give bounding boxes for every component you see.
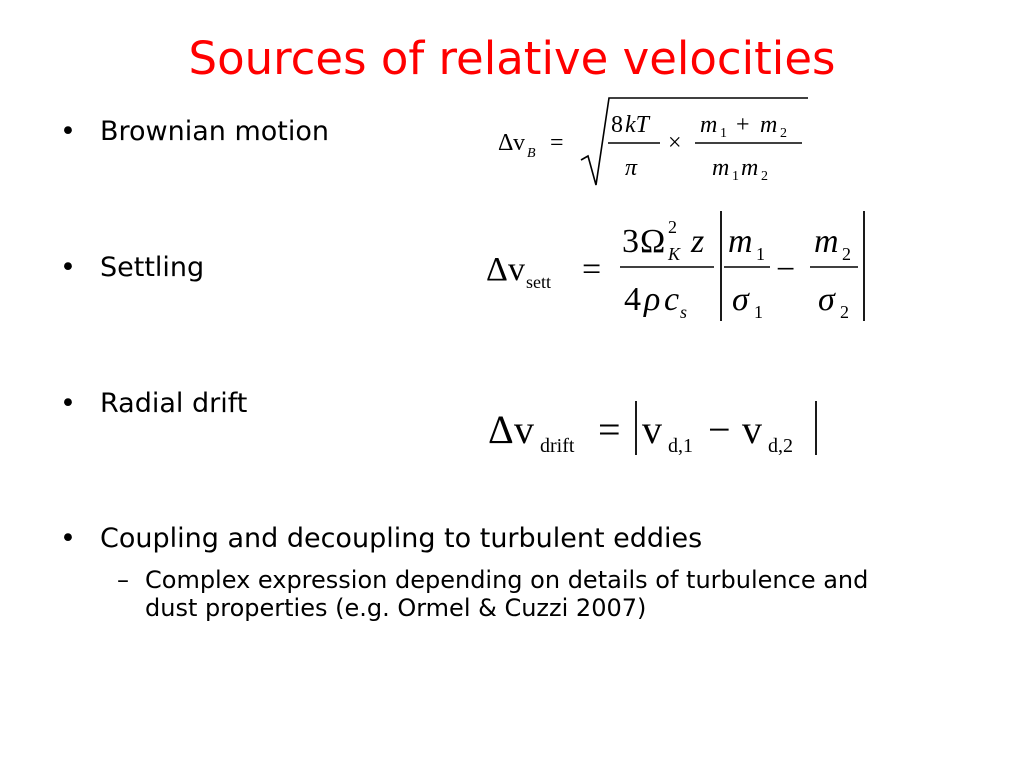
subscript-2: 2: [780, 126, 787, 141]
sub-bullet-text: [145, 566, 945, 622]
mass-symbol: m: [728, 223, 753, 260]
sub-bullet-line: Complex expression depending on details of turbulence and: [145, 566, 869, 594]
bullet-dot: •: [60, 523, 76, 554]
numeral-8: 8: [611, 112, 623, 138]
mass-symbol: m: [700, 112, 718, 138]
bullet-dot: •: [60, 388, 76, 419]
subscript-s: s: [680, 302, 688, 322]
subscript-d1: d,1: [668, 435, 693, 457]
times-sign: ×: [668, 130, 682, 156]
z-symbol: z: [691, 223, 705, 260]
subscript-1: 1: [732, 169, 739, 184]
sub-bullet-line: dust properties (e.g. Ormel & Cuzzi 2007): [145, 594, 647, 622]
kt-symbol: kT: [625, 112, 649, 138]
subscript-drift: drift: [540, 435, 575, 457]
subscript-k: K: [668, 244, 681, 264]
velocity-symbol: v: [513, 130, 525, 156]
minus-sign: −: [708, 407, 731, 452]
bullet-label: Settling: [100, 252, 205, 283]
bullet-label: Radial drift: [100, 388, 248, 419]
slide-title: Sources of relative velocities: [188, 32, 836, 85]
velocity-symbol: v: [514, 407, 534, 452]
superscript-2: 2: [668, 217, 677, 237]
sigma-symbol: σ: [732, 281, 749, 318]
subscript-2: 2: [840, 302, 849, 322]
bullet-label: Brownian motion: [100, 116, 330, 147]
mass-symbol: m: [712, 155, 730, 181]
subscript-2: 2: [842, 244, 851, 264]
c-symbol: c: [664, 281, 680, 318]
delta-symbol: Δ: [488, 407, 514, 452]
mass-symbol: m: [760, 112, 778, 138]
equals-sign: =: [598, 407, 621, 452]
subscript-1: 1: [754, 302, 763, 322]
delta-symbol: Δ: [498, 130, 514, 156]
velocity-symbol: v: [508, 251, 525, 288]
numeral-3: 3: [622, 223, 639, 260]
formula-settling: [484, 205, 884, 330]
bullet-dot: •: [60, 252, 76, 283]
mass-symbol: m: [814, 223, 839, 260]
equals-sign: =: [582, 251, 602, 288]
bullet-label: Coupling and decoupling to turbulent eddies: [100, 523, 703, 554]
formula-brownian: [480, 90, 820, 200]
subscript-b: B: [527, 146, 536, 161]
formula-drift: [486, 395, 826, 465]
pi-symbol: π: [625, 155, 638, 181]
minus-sign: −: [776, 251, 796, 288]
sigma-symbol: σ: [818, 281, 835, 318]
formula-drift-svg: [486, 395, 826, 465]
formula-settling-svg: [484, 205, 884, 330]
velocity-symbol: v: [642, 407, 662, 452]
delta-symbol: Δ: [486, 251, 508, 288]
subscript-1: 1: [756, 244, 765, 264]
subscript-d2: d,2: [768, 435, 793, 457]
velocity-symbol: v: [742, 407, 762, 452]
bullet-dot: •: [60, 116, 76, 147]
formula-brownian-svg: [480, 90, 820, 200]
omega-symbol: Ω: [640, 223, 666, 260]
equals-sign: =: [550, 130, 564, 156]
numeral-4: 4: [624, 281, 641, 318]
subscript-2: 2: [761, 169, 768, 184]
plus-sign: +: [736, 112, 750, 138]
sub-bullet-dash: –: [117, 566, 129, 594]
rho-symbol: ρ: [644, 281, 661, 318]
subscript-1: 1: [720, 126, 727, 141]
subscript-sett: sett: [526, 272, 551, 292]
mass-symbol: m: [741, 155, 759, 181]
